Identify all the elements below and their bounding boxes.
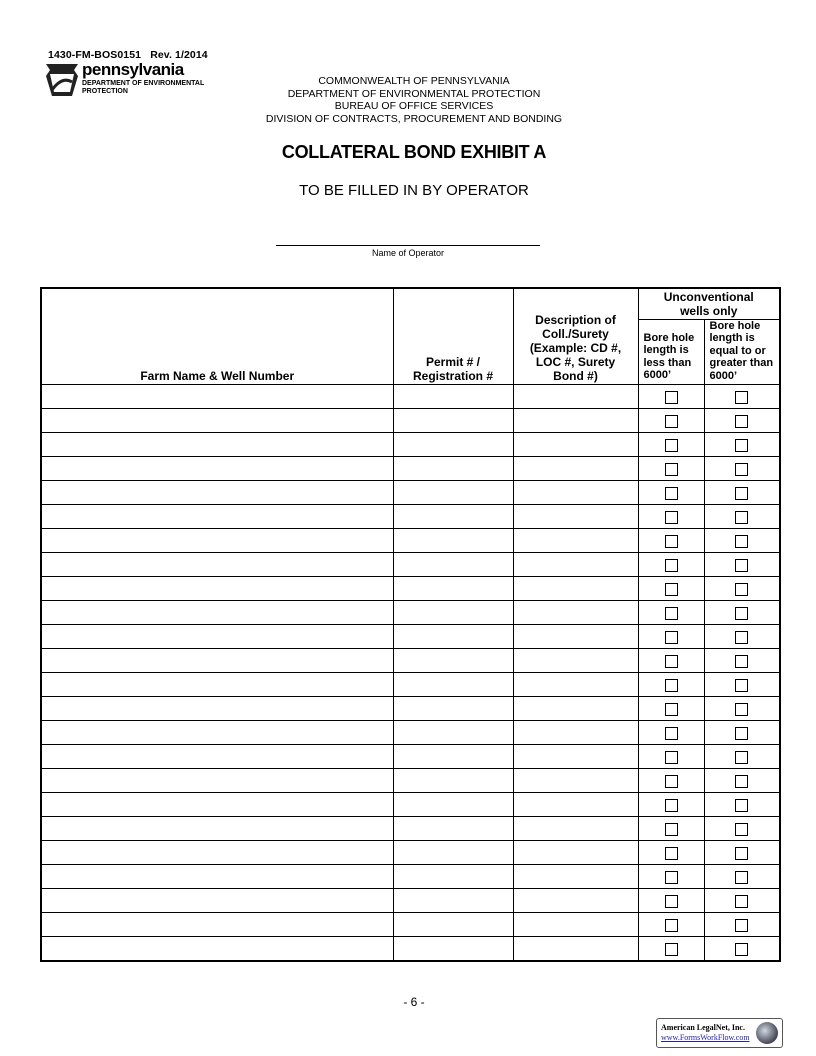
- badge-company: American LegalNet, Inc.: [661, 1023, 745, 1032]
- header-permit: Permit # / Registration #: [393, 288, 513, 385]
- table-row: [41, 697, 780, 721]
- greater-6000-checkbox[interactable]: [735, 535, 748, 548]
- form-id: 1430-FM-BOS0151: [48, 49, 142, 61]
- greater-6000-checkbox-cell: [704, 577, 780, 601]
- less-than-6000-checkbox[interactable]: [665, 391, 678, 404]
- greater-6000-checkbox[interactable]: [735, 511, 748, 524]
- greater-6000-checkbox[interactable]: [735, 559, 748, 572]
- table-row: [41, 553, 780, 577]
- permit-cell[interactable]: [393, 769, 513, 793]
- page-number: - 6 -: [403, 995, 425, 1009]
- header-farm-name: Farm Name & Well Number: [41, 288, 393, 385]
- farm-name-cell[interactable]: [41, 769, 393, 793]
- less-than-6000-checkbox-cell: [638, 529, 704, 553]
- permit-cell[interactable]: [393, 721, 513, 745]
- permit-cell[interactable]: [393, 481, 513, 505]
- description-cell[interactable]: [513, 817, 638, 841]
- description-cell[interactable]: [513, 529, 638, 553]
- less-than-6000-checkbox-cell: [638, 433, 704, 457]
- less-than-6000-checkbox-cell: [638, 577, 704, 601]
- permit-cell[interactable]: [393, 385, 513, 409]
- description-cell[interactable]: [513, 889, 638, 913]
- description-cell[interactable]: [513, 505, 638, 529]
- less-than-6000-checkbox[interactable]: [665, 607, 678, 620]
- header-unconventional: Unconventional wells only: [638, 288, 780, 319]
- farm-name-cell[interactable]: [41, 697, 393, 721]
- table-row: [41, 769, 780, 793]
- description-cell[interactable]: [513, 481, 638, 505]
- form-revision: Rev. 1/2014: [150, 49, 208, 61]
- greater-6000-checkbox[interactable]: [735, 895, 748, 908]
- permit-cell[interactable]: [393, 625, 513, 649]
- greater-6000-checkbox-cell: [704, 409, 780, 433]
- agency-header: [0, 75, 816, 125]
- greater-6000-checkbox[interactable]: [735, 703, 748, 716]
- permit-cell[interactable]: [393, 889, 513, 913]
- greater-6000-checkbox-cell: [704, 937, 780, 962]
- less-than-6000-checkbox[interactable]: [665, 463, 678, 476]
- farm-name-cell[interactable]: [41, 409, 393, 433]
- table-row: [41, 385, 780, 409]
- table-row: [41, 577, 780, 601]
- greater-6000-checkbox-cell: [704, 625, 780, 649]
- farm-name-cell[interactable]: [41, 841, 393, 865]
- less-than-6000-checkbox[interactable]: [665, 631, 678, 644]
- farm-name-cell[interactable]: [41, 865, 393, 889]
- less-than-6000-checkbox-cell: [638, 937, 704, 962]
- less-than-6000-checkbox-cell: [638, 481, 704, 505]
- greater-6000-checkbox[interactable]: [735, 919, 748, 932]
- farm-name-cell[interactable]: [41, 913, 393, 937]
- description-cell[interactable]: [513, 625, 638, 649]
- greater-6000-checkbox-cell: [704, 505, 780, 529]
- farm-name-cell[interactable]: [41, 793, 393, 817]
- description-cell[interactable]: [513, 433, 638, 457]
- header-greater-6000: Bore hole length is equal to or greater than 6000’: [704, 319, 780, 385]
- greater-6000-checkbox[interactable]: [735, 799, 748, 812]
- less-than-6000-checkbox[interactable]: [665, 823, 678, 836]
- table-row: [41, 481, 780, 505]
- permit-cell[interactable]: [393, 577, 513, 601]
- less-than-6000-checkbox-cell: [638, 793, 704, 817]
- less-than-6000-checkbox[interactable]: [665, 583, 678, 596]
- less-than-6000-checkbox[interactable]: [665, 487, 678, 500]
- less-than-6000-checkbox-cell: [638, 769, 704, 793]
- permit-cell[interactable]: [393, 865, 513, 889]
- operator-name-field[interactable]: [276, 245, 540, 246]
- farm-name-cell[interactable]: [41, 745, 393, 769]
- page-subtitle: TO BE FILLED IN BY OPERATOR: [299, 182, 529, 199]
- table-body: [41, 385, 780, 962]
- less-than-6000-checkbox[interactable]: [665, 799, 678, 812]
- description-cell[interactable]: [513, 745, 638, 769]
- farm-name-cell[interactable]: [41, 385, 393, 409]
- greater-6000-checkbox-cell: [704, 697, 780, 721]
- table-row: [41, 817, 780, 841]
- description-cell[interactable]: [513, 865, 638, 889]
- less-than-6000-checkbox-cell: [638, 913, 704, 937]
- permit-cell[interactable]: [393, 553, 513, 577]
- greater-6000-checkbox-cell: [704, 913, 780, 937]
- table-row: [41, 457, 780, 481]
- farm-name-cell[interactable]: [41, 457, 393, 481]
- farm-name-cell[interactable]: [41, 601, 393, 625]
- header-line-2: DEPARTMENT OF ENVIRONMENTAL PROTECTION: [287, 87, 541, 100]
- farm-name-cell[interactable]: [41, 649, 393, 673]
- less-than-6000-checkbox-cell: [638, 745, 704, 769]
- description-cell[interactable]: [513, 649, 638, 673]
- wells-table: [40, 287, 781, 962]
- greater-6000-checkbox-cell: [704, 865, 780, 889]
- less-than-6000-checkbox-cell: [638, 601, 704, 625]
- less-than-6000-checkbox[interactable]: [665, 751, 678, 764]
- less-than-6000-checkbox[interactable]: [665, 415, 678, 428]
- less-than-6000-checkbox[interactable]: [665, 919, 678, 932]
- greater-6000-checkbox-cell: [704, 721, 780, 745]
- header-line-1: COMMONWEALTH OF PENNSYLVANIA: [318, 75, 510, 87]
- greater-6000-checkbox-cell: [704, 889, 780, 913]
- greater-6000-checkbox[interactable]: [735, 751, 748, 764]
- less-than-6000-checkbox-cell: [638, 553, 704, 577]
- farm-name-cell[interactable]: [41, 481, 393, 505]
- table-row: [41, 865, 780, 889]
- header-less-than-6000: Bore hole length is less than 6000’: [638, 319, 704, 385]
- operator-name-label: Name of Operator: [371, 248, 445, 258]
- description-cell[interactable]: [513, 601, 638, 625]
- less-than-6000-checkbox-cell: [638, 649, 704, 673]
- greater-6000-checkbox[interactable]: [735, 439, 748, 452]
- less-than-6000-checkbox-cell: [638, 817, 704, 841]
- permit-cell[interactable]: [393, 937, 513, 962]
- header-line-4: DIVISION OF CONTRACTS, PROCUREMENT AND BONDING: [265, 112, 563, 125]
- less-than-6000-checkbox-cell: [638, 889, 704, 913]
- greater-6000-checkbox-cell: [704, 385, 780, 409]
- table-row: [41, 721, 780, 745]
- greater-6000-checkbox-cell: [704, 553, 780, 577]
- greater-6000-checkbox[interactable]: [735, 655, 748, 668]
- greater-6000-checkbox[interactable]: [735, 583, 748, 596]
- greater-6000-checkbox-cell: [704, 457, 780, 481]
- table-row: [41, 601, 780, 625]
- permit-cell[interactable]: [393, 601, 513, 625]
- table-row: [41, 649, 780, 673]
- logo-department: DEPARTMENT OF ENVIRONMENTAL PROTECTION: [82, 80, 205, 95]
- farm-name-cell[interactable]: [41, 889, 393, 913]
- less-than-6000-checkbox[interactable]: [665, 679, 678, 692]
- greater-6000-checkbox[interactable]: [735, 391, 748, 404]
- header-description: Description of Coll./Surety (Example: CD #, LOC #, Surety Bond #): [513, 288, 638, 385]
- description-cell[interactable]: [513, 697, 638, 721]
- greater-6000-checkbox[interactable]: [735, 487, 748, 500]
- table-row: [41, 745, 780, 769]
- less-than-6000-checkbox[interactable]: [665, 439, 678, 452]
- permit-cell[interactable]: [393, 529, 513, 553]
- permit-cell[interactable]: [393, 457, 513, 481]
- less-than-6000-checkbox[interactable]: [665, 535, 678, 548]
- greater-6000-checkbox-cell: [704, 649, 780, 673]
- less-than-6000-checkbox-cell: [638, 457, 704, 481]
- less-than-6000-checkbox[interactable]: [665, 895, 678, 908]
- less-than-6000-checkbox-cell: [638, 625, 704, 649]
- permit-cell[interactable]: [393, 841, 513, 865]
- farm-name-cell[interactable]: [41, 529, 393, 553]
- greater-6000-checkbox[interactable]: [735, 679, 748, 692]
- badge-link[interactable]: www.FormsWorkFlow.com: [661, 1033, 750, 1042]
- farm-name-cell[interactable]: [41, 937, 393, 962]
- greater-6000-checkbox-cell: [704, 601, 780, 625]
- table-row: [41, 889, 780, 913]
- greater-6000-checkbox[interactable]: [735, 631, 748, 644]
- greater-6000-checkbox[interactable]: [735, 823, 748, 836]
- description-cell[interactable]: [513, 577, 638, 601]
- greater-6000-checkbox-cell: [704, 793, 780, 817]
- greater-6000-checkbox[interactable]: [735, 463, 748, 476]
- greater-6000-checkbox-cell: [704, 529, 780, 553]
- less-than-6000-checkbox-cell: [638, 841, 704, 865]
- greater-6000-checkbox-cell: [704, 481, 780, 505]
- description-cell[interactable]: [513, 721, 638, 745]
- farm-name-cell[interactable]: [41, 625, 393, 649]
- less-than-6000-checkbox[interactable]: [665, 775, 678, 788]
- less-than-6000-checkbox-cell: [638, 865, 704, 889]
- greater-6000-checkbox-cell: [704, 745, 780, 769]
- permit-cell[interactable]: [393, 505, 513, 529]
- less-than-6000-checkbox[interactable]: [665, 727, 678, 740]
- table-row: [41, 793, 780, 817]
- less-than-6000-checkbox-cell: [638, 697, 704, 721]
- disc-icon: [756, 1022, 778, 1044]
- greater-6000-checkbox-cell: [704, 817, 780, 841]
- permit-cell[interactable]: [393, 673, 513, 697]
- page-title: COLLATERAL BOND EXHIBIT A: [281, 142, 547, 162]
- table-row: [41, 433, 780, 457]
- table-row: [41, 841, 780, 865]
- table-row: [41, 913, 780, 937]
- permit-cell[interactable]: [393, 649, 513, 673]
- permit-cell[interactable]: [393, 793, 513, 817]
- less-than-6000-checkbox[interactable]: [665, 511, 678, 524]
- less-than-6000-checkbox-cell: [638, 673, 704, 697]
- table-row: [41, 505, 780, 529]
- greater-6000-checkbox[interactable]: [735, 415, 748, 428]
- permit-cell[interactable]: [393, 697, 513, 721]
- table-row: [41, 529, 780, 553]
- greater-6000-checkbox[interactable]: [735, 607, 748, 620]
- greater-6000-checkbox[interactable]: [735, 943, 748, 956]
- farm-name-cell[interactable]: [41, 817, 393, 841]
- greater-6000-checkbox[interactable]: [735, 847, 748, 860]
- less-than-6000-checkbox-cell: [638, 385, 704, 409]
- description-cell[interactable]: [513, 409, 638, 433]
- greater-6000-checkbox-cell: [704, 433, 780, 457]
- permit-cell[interactable]: [393, 433, 513, 457]
- farm-name-cell[interactable]: [41, 577, 393, 601]
- farm-name-cell[interactable]: [41, 673, 393, 697]
- farm-name-cell[interactable]: [41, 505, 393, 529]
- less-than-6000-checkbox[interactable]: [665, 943, 678, 956]
- permit-cell[interactable]: [393, 913, 513, 937]
- less-than-6000-checkbox-cell: [638, 721, 704, 745]
- description-cell[interactable]: [513, 673, 638, 697]
- greater-6000-checkbox-cell: [704, 673, 780, 697]
- description-cell[interactable]: [513, 385, 638, 409]
- permit-cell[interactable]: [393, 745, 513, 769]
- description-cell[interactable]: [513, 793, 638, 817]
- table-row: [41, 673, 780, 697]
- less-than-6000-checkbox-cell: [638, 505, 704, 529]
- logo-wordmark: pennsylvania: [82, 60, 184, 79]
- description-cell[interactable]: [513, 913, 638, 937]
- less-than-6000-checkbox[interactable]: [665, 655, 678, 668]
- greater-6000-checkbox[interactable]: [735, 775, 748, 788]
- greater-6000-checkbox[interactable]: [735, 871, 748, 884]
- table-row: [41, 409, 780, 433]
- less-than-6000-checkbox[interactable]: [665, 871, 678, 884]
- table-row: [41, 937, 780, 962]
- less-than-6000-checkbox[interactable]: [665, 847, 678, 860]
- table-row: [41, 625, 780, 649]
- less-than-6000-checkbox[interactable]: [665, 559, 678, 572]
- header-line-3: BUREAU OF OFFICE SERVICES: [334, 100, 494, 112]
- less-than-6000-checkbox-cell: [638, 409, 704, 433]
- farm-name-cell[interactable]: [41, 553, 393, 577]
- description-cell[interactable]: [513, 841, 638, 865]
- greater-6000-checkbox-cell: [704, 841, 780, 865]
- permit-cell[interactable]: [393, 817, 513, 841]
- legalnet-badge[interactable]: [656, 1018, 783, 1048]
- description-cell[interactable]: [513, 769, 638, 793]
- farm-name-cell[interactable]: [41, 433, 393, 457]
- greater-6000-checkbox[interactable]: [735, 727, 748, 740]
- less-than-6000-checkbox[interactable]: [665, 703, 678, 716]
- description-cell[interactable]: [513, 457, 638, 481]
- description-cell[interactable]: [513, 553, 638, 577]
- greater-6000-checkbox-cell: [704, 769, 780, 793]
- permit-cell[interactable]: [393, 409, 513, 433]
- description-cell[interactable]: [513, 937, 638, 962]
- farm-name-cell[interactable]: [41, 721, 393, 745]
